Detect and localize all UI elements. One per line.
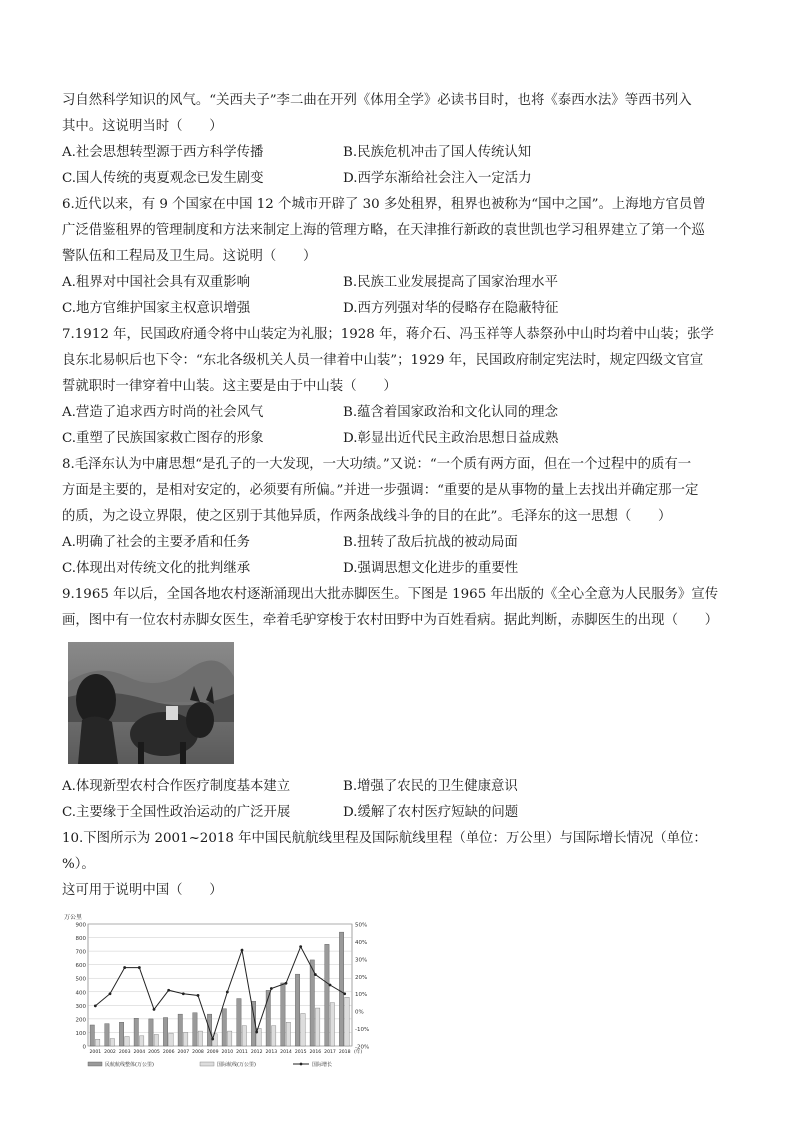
bar-domestic [295, 974, 299, 1046]
x-tick-label: 2007 [177, 1050, 190, 1055]
q10-line-2: 这可用于说明中国（ ） [62, 883, 223, 898]
growth-point [285, 982, 288, 985]
option-c[interactable]: C.主要缘于全国性政治运动的广泛开展 [62, 805, 291, 820]
x-tick-label: 2018 [338, 1050, 351, 1055]
bar-international [315, 1008, 319, 1046]
bar-domestic [281, 983, 285, 1046]
bar-international [198, 1031, 202, 1046]
growth-point [197, 994, 200, 997]
q8-line-2: 方面是主要的，是相对安定的，必须要有所偏。”并进一步强调：“重要的是从事物的量上去找出并确定那一定 [62, 483, 699, 498]
option-c[interactable]: C.体现出对传统文化的批判继承 [62, 561, 251, 576]
bar-domestic [325, 944, 329, 1046]
y-tick-label: 800 [75, 936, 86, 943]
y-tick-label: 0 [82, 1044, 86, 1051]
y-axis-label: 万公里 [64, 914, 83, 921]
option-a[interactable]: A.营造了追求西方时尚的社会风气 [62, 405, 264, 420]
bar-domestic [237, 999, 241, 1046]
y2-tick-label: 10% [355, 992, 368, 999]
y2-tick-label: 40% [355, 939, 368, 946]
y-tick-label: 300 [75, 1003, 86, 1010]
exam-page [62, 88, 732, 1078]
option-c[interactable]: C.地方官维护国家主权意识增强 [62, 301, 251, 316]
bar-domestic [222, 1009, 226, 1046]
q9-options [62, 774, 732, 826]
growth-point [343, 992, 346, 995]
x-tick-label: 2003 [118, 1050, 131, 1055]
option-b[interactable]: B.增强了农民的卫生健康意识 [343, 779, 518, 794]
aviation-chart-svg [62, 910, 392, 1078]
option-d[interactable]: D.强调思想文化进步的重要性 [343, 561, 519, 576]
x-tick-label: 2012 [250, 1050, 263, 1055]
y2-tick-label: -10% [355, 1027, 370, 1034]
x-tick-label: 2008 [192, 1050, 204, 1055]
x-tick-label: 2010 [221, 1050, 234, 1055]
y2-tick-label: -20% [355, 1044, 370, 1051]
growth-point [123, 966, 126, 969]
q8-line-1: 8.毛泽东认为中庸思想“是孔子的一大发现，一大功绩。”又说：“一个质有两方面，但在一个过程中的质有一 [62, 457, 692, 472]
bar-international [125, 1037, 129, 1046]
y-tick-label: 900 [75, 922, 86, 929]
x-tick-label: 2013 [265, 1050, 278, 1055]
q8-line-3: 的质，为之设立界限，使之区别于其他异质，作两条战线斗争的目的在此”。毛泽东的这一思想（ ） [62, 509, 672, 524]
y2-tick-label: 0% [355, 1009, 364, 1016]
growth-point [241, 949, 244, 952]
y2-tick-label: 30% [355, 957, 368, 964]
growth-point [299, 945, 302, 948]
bar-international [330, 1003, 334, 1046]
x-tick-label: 2011 [236, 1050, 248, 1055]
bar-international [301, 1013, 305, 1046]
q6-line-1: 6.近代以来，有 9 个国家在中国 12 个城市开辟了 30 多处租界，租界也被称为“国中之国”。上海地方官员曾 [62, 197, 706, 212]
intro-line-1: 习自然科学知识的风气。“关西夫子”李二曲在开列《体用全学》必读书目时，也将《泰西水法》等西书列入 [62, 93, 692, 108]
bar-domestic [310, 960, 314, 1046]
legend-swatch-international [200, 1062, 214, 1066]
option-a[interactable]: A.社会思想转型源于西方科学传播 [62, 145, 264, 160]
option-d[interactable]: D.缓解了农村医疗短缺的问题 [343, 805, 519, 820]
x-tick-label: 2005 [148, 1050, 160, 1055]
bar-international [271, 1026, 275, 1046]
bar-international [139, 1036, 143, 1046]
q7-line-3: 誓就职时一律穿着中山装。这主要是由于中山装（ ） [62, 379, 397, 394]
option-b[interactable]: B.民族危机冲击了国人传统认知 [343, 145, 532, 160]
option-d[interactable]: D.彰显出近代民主政治思想日益成熟 [343, 431, 559, 446]
bar-international [169, 1033, 173, 1046]
option-d[interactable]: D.西方列强对华的侵略存在隐蔽特征 [343, 301, 559, 316]
x-tick-label: 2009 [206, 1050, 219, 1055]
x-tick-label: 2001 [89, 1050, 102, 1055]
x-tick-label: 2002 [104, 1050, 116, 1055]
bar-international [154, 1034, 158, 1046]
aviation-chart [62, 910, 392, 1078]
bar-domestic [163, 1018, 167, 1046]
growth-point [314, 973, 317, 976]
bar-international [110, 1039, 114, 1046]
y-tick-label: 700 [75, 949, 86, 956]
bar-domestic [105, 1024, 109, 1046]
option-b[interactable]: B.蕴含着国家政治和文化认同的理念 [343, 405, 558, 420]
q9-line-2: 画，图中有一位农村赤脚女医生，牵着毛驴穿梭于农村田野中为百姓看病。据此判断，赤脚医生的出现（ ） [62, 613, 719, 628]
option-a[interactable]: A.明确了社会的主要矛盾和任务 [62, 535, 251, 550]
growth-point [270, 987, 273, 990]
y-tick-label: 400 [75, 990, 86, 997]
x-tick-label: 2004 [133, 1050, 146, 1055]
growth-point [329, 984, 332, 987]
bar-domestic [178, 1014, 182, 1046]
x-axis-unit: (年) [354, 1050, 363, 1055]
bar-international [345, 997, 349, 1046]
option-c[interactable]: C.重塑了民族国家救亡图存的形象 [62, 431, 264, 446]
growth-point [211, 1038, 214, 1041]
legend-swatch-domestic [88, 1062, 102, 1066]
q6-line-2: 广泛借鉴租界的管理制度和方法来制定上海的管理方略，在天津推行新政的袁世凯也学习租界建立了第一个巡 [62, 223, 705, 238]
growth-point [138, 966, 141, 969]
q7-line-1: 7.1912 年，民国政府通令将中山装定为礼服；1928 年，蒋介石、冯玉祥等人恭祭孙中山时均着中山装；张学 [62, 327, 714, 342]
barefoot-doctor-photo [68, 642, 234, 764]
growth-point [255, 1031, 258, 1034]
bar-domestic [90, 1025, 94, 1046]
option-a[interactable]: A.租界对中国社会具有双重影响 [62, 275, 251, 290]
bar-domestic [134, 1018, 138, 1046]
growth-point [153, 1008, 156, 1011]
y2-tick-label: 50% [355, 922, 368, 929]
x-tick-label: 2016 [309, 1050, 322, 1055]
x-tick-label: 2014 [280, 1050, 292, 1055]
bar-international [286, 1022, 290, 1046]
q6-line-3: 警队伍和工程局及卫生局。这说明（ ） [62, 249, 317, 264]
option-d[interactable]: D.西学东渐给社会注入一定活力 [343, 171, 532, 186]
photo-illustration [68, 642, 234, 764]
bar-domestic [119, 1022, 123, 1046]
bar-domestic [193, 1013, 197, 1046]
growth-point [109, 992, 112, 995]
growth-point [94, 1005, 97, 1008]
growth-point [226, 991, 229, 994]
bar-international [183, 1032, 187, 1046]
intro-options [62, 140, 732, 192]
bar-international [95, 1039, 99, 1046]
bar-international [242, 1026, 246, 1046]
q9-line-1: 9.1965 年以后，全国各地农村逐渐涌现出大批赤脚医生。下图是 1965 年出版的《全心全意为人民服务》宣传 [62, 587, 719, 602]
y2-tick-label: 20% [355, 974, 368, 981]
x-tick-label: 2006 [162, 1050, 175, 1055]
legend-label-growth: 国际增长 [312, 1062, 333, 1068]
growth-point [167, 989, 170, 992]
bar-domestic [339, 932, 343, 1046]
q7-line-2: 良东北易帜后也下令：“东北各级机关人员一律着中山装”；1929 年，民国政府制定宪法时，规定四级文官宣 [62, 353, 704, 368]
x-tick-label: 2017 [324, 1050, 336, 1055]
q8-options [62, 530, 732, 582]
option-c[interactable]: C.国人传统的夷夏观念已发生剧变 [62, 171, 264, 186]
legend-label-international: 国际航线(万公里) [217, 1062, 256, 1068]
q6-options [62, 270, 732, 322]
y-tick-label: 200 [75, 1017, 86, 1024]
q10-line-1: 10.下图所示为 2001~2018 年中国民航航线里程及国际航线里程（单位：万公里）与国际增长情况（单位：%）。 [62, 831, 707, 872]
legend-label-domestic: 民航航线整体(万公里) [105, 1062, 154, 1068]
option-a[interactable]: A.体现新型农村合作医疗制度基本建立 [62, 779, 291, 794]
option-b[interactable]: B.民族工业发展提高了国家治理水平 [343, 275, 558, 290]
y-tick-label: 100 [75, 1030, 86, 1037]
y-tick-label: 600 [75, 963, 86, 970]
q7-options [62, 400, 732, 452]
option-b[interactable]: B.扭转了敌后抗战的被动局面 [343, 535, 518, 550]
legend-marker-growth [300, 1063, 303, 1066]
intro-line-2: 其中。这说明当时（ ） [62, 119, 223, 134]
x-tick-label: 2015 [294, 1050, 307, 1055]
growth-line [95, 947, 344, 1039]
bar-international [227, 1031, 231, 1046]
bar-domestic [149, 1019, 153, 1046]
y-tick-label: 500 [75, 976, 86, 983]
growth-point [182, 992, 185, 995]
